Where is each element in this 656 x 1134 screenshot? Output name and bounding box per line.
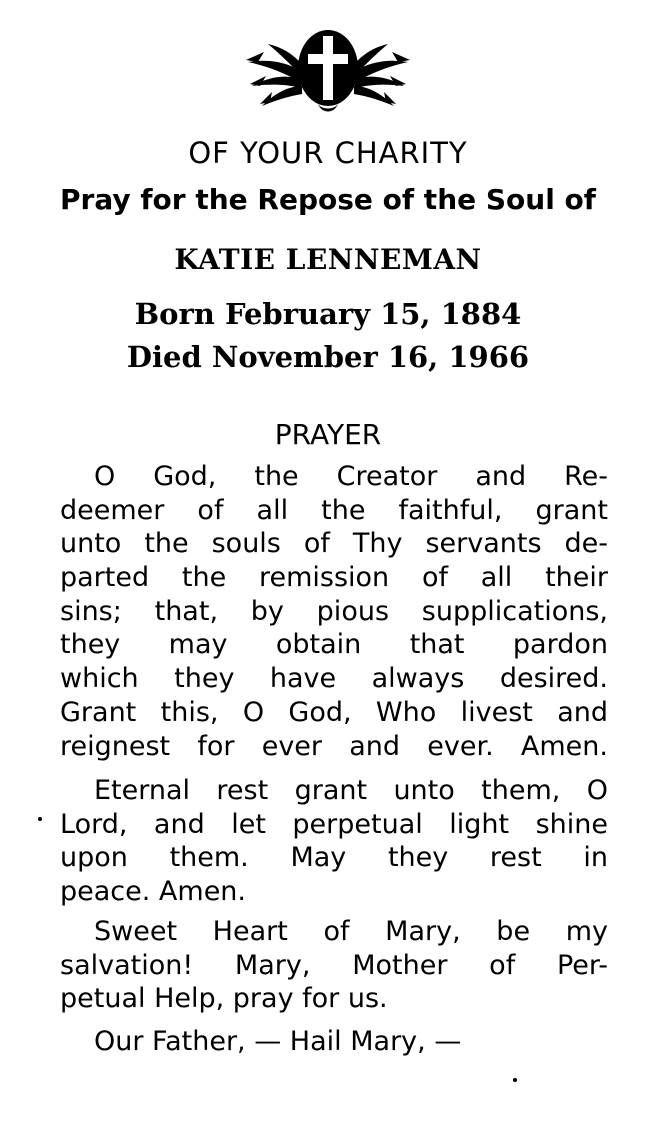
prayer-line: salvation! Mary, Mother of Per- — [60, 949, 608, 981]
repose-subheading: Pray for the Repose of the Soul of — [60, 183, 596, 216]
prayer-line: upon them. May they rest in — [60, 842, 608, 874]
print-speck — [38, 817, 42, 821]
deceased-name: KATIE LENNEMAN — [174, 243, 482, 276]
sweet-heart-paragraph — [60, 915, 608, 1016]
cross-emblem-icon — [238, 24, 418, 120]
prayer-line: reignest for ever and ever. Amen. — [60, 730, 608, 762]
closing-paragraph — [60, 1025, 608, 1059]
prayer-paragraph — [60, 460, 608, 763]
charity-heading: OF YOUR CHARITY — [188, 136, 468, 170]
prayer-line: Grant this, O God, Who livest and — [60, 696, 608, 728]
prayer-line: O God, the Creator and Re- — [94, 461, 608, 492]
prayer-line: Sweet Heart of Mary, be my — [94, 916, 608, 947]
prayer-line: which they have always desired. — [60, 663, 608, 695]
print-speck — [513, 1078, 517, 1082]
prayer-line: sins; that, by pious supplications, — [60, 595, 608, 627]
prayer-line: peace. Amen. — [60, 876, 246, 908]
prayer-title: PRAYER — [274, 418, 382, 451]
death-date: Died November 16, 1966 — [126, 340, 530, 374]
prayer-line: petual Help, pray for us. — [60, 983, 388, 1015]
birth-date: Born February 15, 1884 — [134, 297, 522, 331]
eternal-rest-paragraph — [60, 774, 608, 909]
prayer-line: they may obtain that pardon — [60, 629, 608, 661]
prayer-line: unto the souls of Thy servants de- — [60, 528, 608, 560]
prayer-line: Our Father, — Hail Mary, — — [94, 1026, 462, 1057]
prayer-line: Lord, and let perpetual light shine — [60, 808, 608, 840]
prayer-line: Eternal rest grant unto them, O — [94, 775, 608, 806]
prayer-line: parted the remission of all their — [60, 562, 608, 594]
prayer-line: deemer of all the faithful, grant — [60, 494, 608, 526]
